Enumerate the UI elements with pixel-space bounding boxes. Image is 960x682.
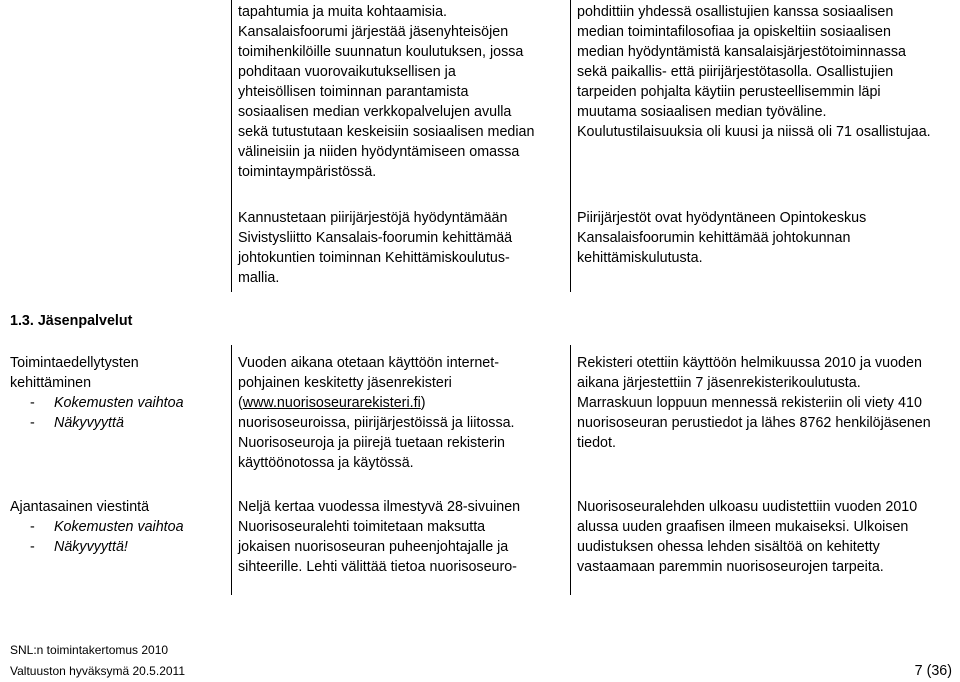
text-line: Vuoden aikana otetaan käyttöön internet- xyxy=(238,355,499,371)
text-line: uudistuksen ohessa lehden sisältöä on kehitetty xyxy=(577,539,880,555)
list-item: - Kokemusten vaihtoa xyxy=(30,519,184,535)
text-line: Marraskuun loppuun mennessä rekisteriin oli viety 410 xyxy=(577,395,922,411)
text-line: alussa uuden graafisen ilmeen mukaiseksi. Ulkoisen xyxy=(577,519,909,535)
text-line: pohdittiin yhdessä osallistujien kanssa sosiaalisen xyxy=(577,4,894,20)
text-line: tiedot. xyxy=(577,435,616,451)
text-line: Nuorisoseuroja ja piirejä tuetaan rekisterin xyxy=(238,435,506,451)
text-line: pohditaan vuorovaikutuksellisen ja xyxy=(238,64,456,80)
text-line: Rekisteri otettiin käyttöön helmikuussa 2010 ja vuoden xyxy=(577,355,922,371)
text-line: välineisiin ja niiden hyödyntämiseen omassa xyxy=(238,144,520,160)
text-line: sihteerille. Lehti välittää tietoa nuorisoseuro- xyxy=(238,559,517,575)
text-line: johtokuntien toiminnan Kehittämiskoulutus- xyxy=(238,250,510,266)
list-item: - Näkyvyyttä xyxy=(30,415,124,431)
column-rule-left xyxy=(231,0,232,292)
text-line: tapahtumia ja muita kohtaamisia. xyxy=(238,4,448,20)
list-item: - Kokemusten vaihtoa xyxy=(30,395,184,411)
text-line: Piirijärjestöt ovat hyödyntäneen Opintokeskus xyxy=(577,210,867,226)
footer-doc-title: SNL:n toimintakertomus 2010 xyxy=(10,643,169,657)
text-line: muutama sosiaalisen median työväline. xyxy=(577,104,827,120)
text-line: Kansalaisfoorumin kehittämää johtokunnan xyxy=(577,230,851,246)
text-line: sekä tutustutaan keskeisiin sosiaalisen median xyxy=(238,124,535,140)
text-line: nuorisoseuran perustiedot ja lähes 8762 henkilöjäsenen xyxy=(577,415,931,431)
text-line: käyttöönotossa ja käytössä. xyxy=(238,455,414,471)
text-line: jokaisen nuorisoseuran puheenjohtajalle ja xyxy=(238,539,509,555)
text-line: yhteisöllisen toiminnan parantamista xyxy=(238,84,469,100)
second-col2-text xyxy=(238,208,568,288)
text-line: Kannustetaan piirijärjestöjä hyödyntämään xyxy=(238,210,508,226)
text-line: Nuorisoseuralehden ulkoasu uudistettiin vuoden 2010 xyxy=(577,499,918,515)
column-rule-right xyxy=(570,0,571,292)
text-line: pohjainen keskitetty jäsenrekisteri xyxy=(238,375,452,391)
comm-col3 xyxy=(577,497,957,577)
comm-col1 xyxy=(10,497,228,557)
text-line: Neljä kertaa vuodessa ilmestyvä 28-sivuinen xyxy=(238,499,521,515)
second-col3-text xyxy=(577,208,957,268)
text-line: median toimintafilosofiaa ja opiskeltiin sosiaalisen xyxy=(577,24,891,40)
text-line: median hyödyntämistä kansalaisjärjestötoiminnassa xyxy=(577,44,906,60)
text-line: kehittämiskulutusta. xyxy=(577,250,703,266)
column-rule-left-lower xyxy=(231,345,232,595)
column-rule-right-lower xyxy=(570,345,571,595)
comm-col2 xyxy=(238,497,568,577)
text-line: aikana järjestettiin 7 jäsenrekisterikoulutusta. xyxy=(577,375,861,391)
text-line: tarpeiden pohjalta käytiin perusteellisemmin läpi xyxy=(577,84,881,100)
top-col3-text xyxy=(577,2,957,142)
text-line: Sivistysliitto Kansalais-foorumin kehittämää xyxy=(238,230,513,246)
member-col1 xyxy=(10,353,228,433)
member-col2 xyxy=(238,353,568,473)
text-line: toimihenkilöille suunnatun koulutuksen, jossa xyxy=(238,44,524,60)
row-title-line: kehittäminen xyxy=(10,375,92,391)
text-line: nuorisoseuroissa, piirijärjestöissä ja liitossa. xyxy=(238,415,515,431)
text-line: Kansalaisfoorumi järjestää jäsenyhteisöjen xyxy=(238,24,509,40)
text-line: toimintaympäristössä. xyxy=(238,164,377,180)
text-line: sekä paikallis- että piirijärjestötasolla. Osallistujien xyxy=(577,64,894,80)
top-col2-text xyxy=(238,2,568,182)
text-line: sosiaalisen median verkkopalvelujen avulla xyxy=(238,104,512,120)
row-title: Ajantasainen viestintä xyxy=(10,499,150,515)
list-item: - Näkyvyyttä! xyxy=(30,539,128,555)
registry-link[interactable]: www.nuorisoseurarekisteri.fi xyxy=(242,395,421,411)
text-line: mallia. xyxy=(238,270,280,286)
page-number: 7 (36) xyxy=(914,663,952,679)
text-line: Koulutustilaisuuksia oli kuusi ja niissä oli 71 osallistujaa. xyxy=(577,124,931,140)
text-line: vastaamaan paremmin nuorisoseurojen tarpeita. xyxy=(577,559,884,575)
footer-approved: Valtuuston hyväksymä 20.5.2011 xyxy=(10,664,185,678)
member-col3 xyxy=(577,353,957,453)
section-heading: 1.3. Jäsenpalvelut xyxy=(10,313,133,329)
text-line: (www.nuorisoseurarekisteri.fi) xyxy=(238,395,426,411)
row-title-line: Toimintaedellytysten xyxy=(10,355,139,371)
text-line: Nuorisoseuralehti toimitetaan maksutta xyxy=(238,519,486,535)
